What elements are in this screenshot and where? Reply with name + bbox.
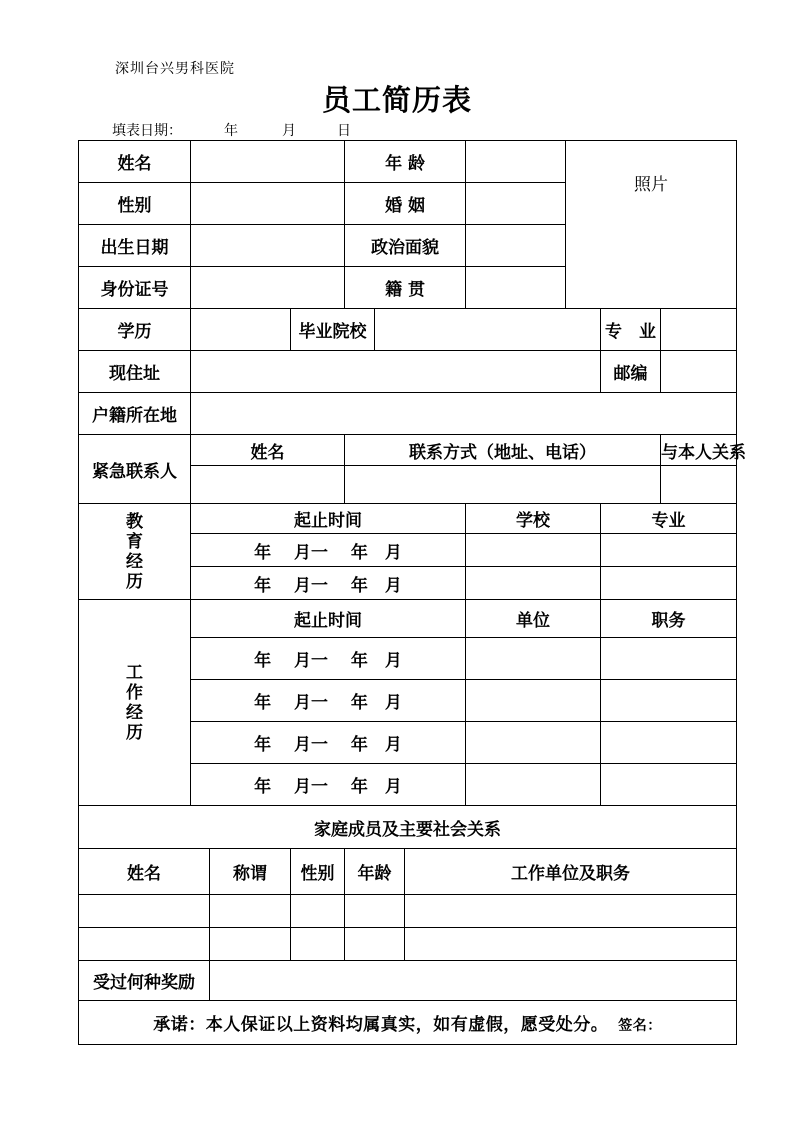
edu-period-2[interactable]: 年 月一 年 月 xyxy=(191,567,466,600)
label-name: 姓名 xyxy=(79,141,191,183)
label-zip: 邮编 xyxy=(601,351,661,393)
edu-major-2[interactable] xyxy=(601,567,737,600)
pledge-cell xyxy=(79,1001,737,1045)
family-name-1[interactable] xyxy=(79,895,210,928)
label-gender: 性别 xyxy=(79,183,191,225)
label-major: 专 业 xyxy=(601,309,661,351)
edu-major-1[interactable] xyxy=(601,534,737,567)
row-work-head xyxy=(79,600,737,638)
field-school[interactable] xyxy=(375,309,601,351)
label-education xyxy=(79,504,191,600)
family-age-2[interactable] xyxy=(345,928,405,961)
field-id[interactable] xyxy=(191,267,345,309)
work-char-3: 经 xyxy=(126,702,143,723)
fill-date-year: 年 xyxy=(224,123,238,139)
family-name-2[interactable] xyxy=(79,928,210,961)
field-birth[interactable] xyxy=(191,225,345,267)
row-family-1 xyxy=(79,895,737,928)
work-position-3[interactable] xyxy=(601,722,737,764)
row-name xyxy=(79,141,737,183)
signature-label: 签名： xyxy=(618,1018,662,1034)
field-age[interactable] xyxy=(466,141,566,183)
row-family-2 xyxy=(79,928,737,961)
label-school: 毕业院校 xyxy=(291,309,375,351)
field-zip[interactable] xyxy=(661,351,737,393)
label-work xyxy=(79,600,191,806)
fill-date-month: 月 xyxy=(282,123,296,139)
work-col-position: 职务 xyxy=(601,600,737,638)
work-unit-2[interactable] xyxy=(466,680,601,722)
family-gender-1[interactable] xyxy=(291,895,345,928)
label-politics: 政治面貌 xyxy=(345,225,466,267)
work-col-unit: 单位 xyxy=(466,600,601,638)
work-position-2[interactable] xyxy=(601,680,737,722)
field-marriage[interactable] xyxy=(466,183,566,225)
label-age: 年 龄 xyxy=(345,141,466,183)
family-col-gender: 性别 xyxy=(291,849,345,895)
emergency-col-name: 姓名 xyxy=(191,435,345,466)
family-title-1[interactable] xyxy=(210,895,291,928)
row-family-head xyxy=(79,849,737,895)
edu-col-period: 起止时间 xyxy=(191,504,466,534)
fill-date-label: 填表日期： xyxy=(112,123,182,139)
work-char-1: 工 xyxy=(126,662,143,683)
family-gender-2[interactable] xyxy=(291,928,345,961)
work-char-2: 作 xyxy=(126,682,143,703)
work-period-1[interactable]: 年 月一 年 月 xyxy=(191,638,466,680)
work-position-1[interactable] xyxy=(601,638,737,680)
family-title-2[interactable] xyxy=(210,928,291,961)
field-major[interactable] xyxy=(661,309,737,351)
field-awards[interactable] xyxy=(210,961,737,1001)
family-col-work: 工作单位及职务 xyxy=(405,849,737,895)
field-emergency-contact[interactable] xyxy=(345,466,661,504)
work-period-4[interactable]: 年 月一 年 月 xyxy=(191,764,466,806)
label-id: 身份证号 xyxy=(79,267,191,309)
work-unit-3[interactable] xyxy=(466,722,601,764)
edu-char-3: 经 xyxy=(126,551,143,572)
family-col-name: 姓名 xyxy=(79,849,210,895)
work-unit-1[interactable] xyxy=(466,638,601,680)
row-hukou xyxy=(79,393,737,435)
edu-col-major: 专业 xyxy=(601,504,737,534)
field-name[interactable] xyxy=(191,141,345,183)
family-col-age: 年龄 xyxy=(345,849,405,895)
field-address[interactable] xyxy=(191,351,601,393)
edu-school-2[interactable] xyxy=(466,567,601,600)
field-emergency-name[interactable] xyxy=(191,466,345,504)
edu-char-4: 历 xyxy=(126,571,143,592)
row-emergency-head xyxy=(79,435,737,466)
fill-date-day: 日 xyxy=(337,123,351,139)
work-period-3[interactable]: 年 月一 年 月 xyxy=(191,722,466,764)
row-family-title xyxy=(79,806,737,849)
field-emergency-relation[interactable] xyxy=(661,466,737,504)
form-title: 员工简历表 xyxy=(321,83,472,117)
emergency-col-contact: 联系方式（地址、电话） xyxy=(345,435,661,466)
pledge-text: 承诺：本人保证以上资料均属真实，如有虚假，愿受处分。 xyxy=(153,1015,609,1035)
label-birth: 出生日期 xyxy=(79,225,191,267)
row-address xyxy=(79,351,737,393)
edu-char-2: 育 xyxy=(126,531,143,552)
photo-box[interactable] xyxy=(566,141,737,309)
work-period-2[interactable]: 年 月一 年 月 xyxy=(191,680,466,722)
family-work-1[interactable] xyxy=(405,895,737,928)
edu-col-school: 学校 xyxy=(466,504,601,534)
label-native: 籍 贯 xyxy=(345,267,466,309)
field-edu[interactable] xyxy=(191,309,291,351)
row-edu xyxy=(79,309,737,351)
field-native[interactable] xyxy=(466,267,566,309)
row-awards xyxy=(79,961,737,1001)
work-char-4: 历 xyxy=(126,722,143,743)
label-address: 现住址 xyxy=(79,351,191,393)
hospital-name: 深圳台兴男科医院 xyxy=(115,61,235,77)
label-edu: 学历 xyxy=(79,309,191,351)
field-gender[interactable] xyxy=(191,183,345,225)
row-pledge xyxy=(79,1001,737,1045)
row-edu-head xyxy=(79,504,737,534)
photo-label: 照片 xyxy=(634,175,669,195)
label-marriage: 婚 姻 xyxy=(345,183,466,225)
label-hukou: 户籍所在地 xyxy=(79,393,191,435)
label-emergency: 紧急联系人 xyxy=(79,435,191,504)
family-age-1[interactable] xyxy=(345,895,405,928)
work-unit-4[interactable] xyxy=(466,764,601,806)
field-politics[interactable] xyxy=(466,225,566,267)
edu-school-1[interactable] xyxy=(466,534,601,567)
edu-char-1: 教 xyxy=(126,511,143,532)
family-col-title: 称谓 xyxy=(210,849,291,895)
label-awards: 受过何种奖励 xyxy=(79,961,210,1001)
work-position-4[interactable] xyxy=(601,764,737,806)
family-work-2[interactable] xyxy=(405,928,737,961)
family-section-title: 家庭成员及主要社会关系 xyxy=(79,806,737,849)
work-col-period: 起止时间 xyxy=(191,600,466,638)
field-hukou[interactable] xyxy=(191,393,737,435)
edu-period-1[interactable]: 年 月一 年 月 xyxy=(191,534,466,567)
emergency-col-relation: 与本人关系 xyxy=(661,435,737,466)
resume-form-table xyxy=(78,140,747,1045)
